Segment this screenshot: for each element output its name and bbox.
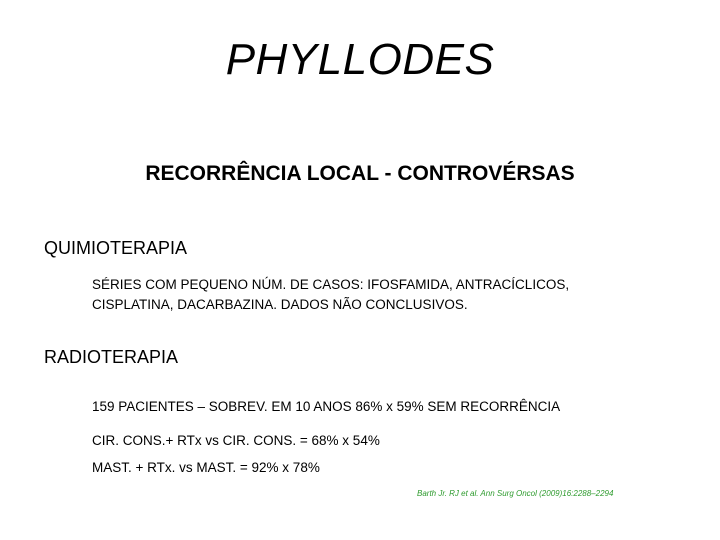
- quimioterapia-line-2: CISPLATINA, DACARBAZINA. DADOS NÃO CONCLUSIVOS.: [92, 297, 468, 312]
- section-heading-radioterapia: RADIOTERAPIA: [44, 347, 179, 367]
- radioterapia-line-1: 159 PACIENTES – SOBREV. EM 10 ANOS 86% x 59% SEM RECORRÊNCIA: [92, 399, 561, 414]
- quimioterapia-line-1: SÉRIES COM PEQUENO NÚM. DE CASOS: IFOSFAMIDA, ANTRACÍCLICOS,: [92, 277, 570, 292]
- quimioterapia-paragraph: [92, 275, 569, 315]
- radioterapia-line-3: MAST. + RTx. vs MAST. = 92% x 78%: [92, 460, 320, 475]
- radioterapia-line-2: CIR. CONS.+ RTx vs CIR. CONS. = 68% x 54%: [92, 433, 380, 448]
- citation-reference: Barth Jr. RJ et al. Ann Surg Oncol (2009)16:2288–2294: [417, 489, 614, 498]
- slide-subtitle: RECORRÊNCIA LOCAL - CONTROVÉRSAS: [145, 162, 575, 185]
- slide-title: PHYLLODES: [225, 35, 495, 84]
- section-heading-quimioterapia: QUIMIOTERAPIA: [44, 238, 188, 258]
